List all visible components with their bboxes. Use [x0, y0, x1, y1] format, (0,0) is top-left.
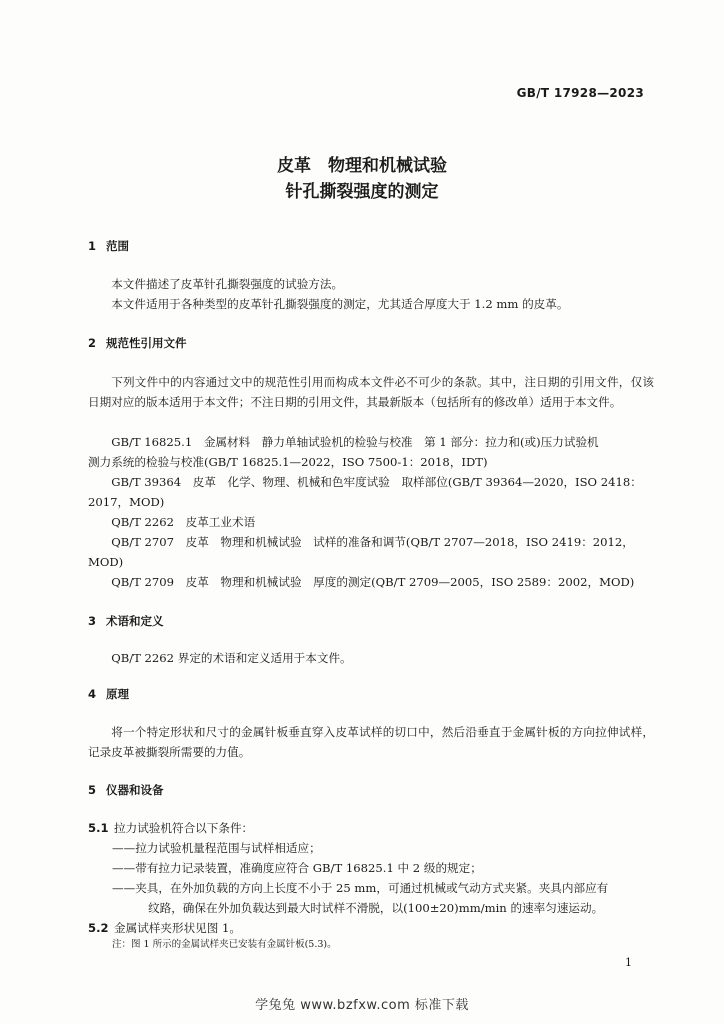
section-5-heading	[88, 782, 164, 798]
list-item	[112, 878, 654, 918]
normative-reference-item	[88, 432, 654, 472]
subsection-5-2	[88, 918, 241, 938]
document-title-line1: 皮革 物理和机械试验	[277, 156, 447, 176]
list-item-text: ——带有拉力记录装置，准确度应符合 GB/T 16825.1 中 2 级的规定；	[112, 861, 482, 875]
normative-reference-item	[88, 472, 654, 512]
subsection-text: 拉力试验机符合以下条件：	[114, 821, 254, 835]
reference-continuation: MOD)	[88, 555, 124, 569]
reference-line: QB/T 2709 皮革 物理和机械试验 厚度的测定(QB/T 2709—2005，ISO 2589：2002，MOD)	[111, 575, 635, 589]
section-1-heading	[88, 238, 129, 254]
subsection-5-1	[88, 818, 253, 838]
reference-continuation: 2017，MOD)	[88, 495, 165, 509]
section-title: 术语和定义	[106, 614, 164, 628]
normative-reference-item	[88, 572, 654, 592]
section-4-paragraph: 将一个特定形状和尺寸的金属针板垂直穿入皮革试样的切口中，然后沿垂直于金属针板的方向拉伸试样，记录皮革被撕裂所需要的力值。	[88, 725, 654, 759]
section-1-paragraph-1: 本文件描述了皮革针孔撕裂强度的试验方法。	[111, 277, 344, 291]
section-number: 1	[88, 239, 97, 253]
reference-continuation: 测力系统的检验与校准(GB/T 16825.1—2022，ISO 7500-1：2018，IDT)	[88, 455, 488, 469]
note: 注：图 1 所示的金属试样夹已安装有金属针板(5.3)。	[112, 939, 337, 950]
watermark-footer: 学兔兔 www.bzfxw.com 标准下载	[255, 998, 469, 1013]
subsection-number: 5.2	[88, 921, 109, 935]
section-title: 范围	[106, 239, 129, 253]
list-item	[112, 838, 654, 858]
page-number: 1	[625, 956, 632, 969]
list-item-continuation: 纹路，确保在外加负载达到最大时试样不滑脱，以(100±20)mm/min 的速率匀速运动。	[148, 901, 604, 915]
list-item-text: ——夹具，在外加负载的方向上长度不小于 25 mm，可通过机械或气动方式夹紧。夹具内部应有	[112, 881, 609, 895]
section-number: 5	[88, 783, 97, 797]
list-item	[112, 858, 654, 878]
section-number: 2	[88, 336, 97, 350]
section-1-paragraph-2: 本文件适用于各种类型的皮革针孔撕裂强度的测定，尤其适合厚度大于 1.2 mm 的皮革。	[111, 297, 569, 311]
reference-line: GB/T 16825.1 金属材料 静力单轴试验机的检验与校准 第 1 部分：拉力和(或)压力试验机	[111, 435, 599, 449]
section-3-paragraph: QB/T 2262 界定的术语和定义适用于本文件。	[111, 651, 352, 665]
normative-reference-item	[88, 532, 654, 572]
section-2-heading	[88, 335, 187, 351]
subsection-number: 5.1	[88, 821, 109, 835]
subsection-text: 金属试样夹形状见图 1。	[114, 921, 241, 935]
section-title: 原理	[106, 687, 129, 701]
section-number: 3	[88, 614, 97, 628]
section-4-heading	[88, 686, 129, 702]
reference-line: QB/T 2707 皮革 物理和机械试验 试样的准备和调节(QB/T 2707—2018，ISO 2419：2012，	[111, 535, 634, 549]
section-title: 仪器和设备	[106, 783, 164, 797]
reference-line: GB/T 39364 皮革 化学、物理、机械和色牢度试验 取样部位(GB/T 39364—2020，ISO 2418：	[111, 475, 642, 489]
reference-line: QB/T 2262 皮革工业术语	[111, 515, 256, 529]
list-item-text: ——拉力试验机量程范围与试样相适应；	[112, 841, 321, 855]
standard-number: GB/T 17928—2023	[516, 86, 644, 100]
section-number: 4	[88, 687, 97, 701]
document-title-line2: 针孔撕裂强度的测定	[285, 182, 439, 202]
section-3-heading	[88, 613, 164, 629]
section-title: 规范性引用文件	[106, 336, 187, 350]
normative-reference-item	[88, 512, 654, 532]
section-2-intro: 下列文件中的内容通过文中的规范性引用而构成本文件必不可少的条款。其中，注日期的引用文件，仅该日期对应的版本适用于本文件；不注日期的引用文件，其最新版本（包括所有的修改单）适用于本文件。	[88, 375, 654, 409]
